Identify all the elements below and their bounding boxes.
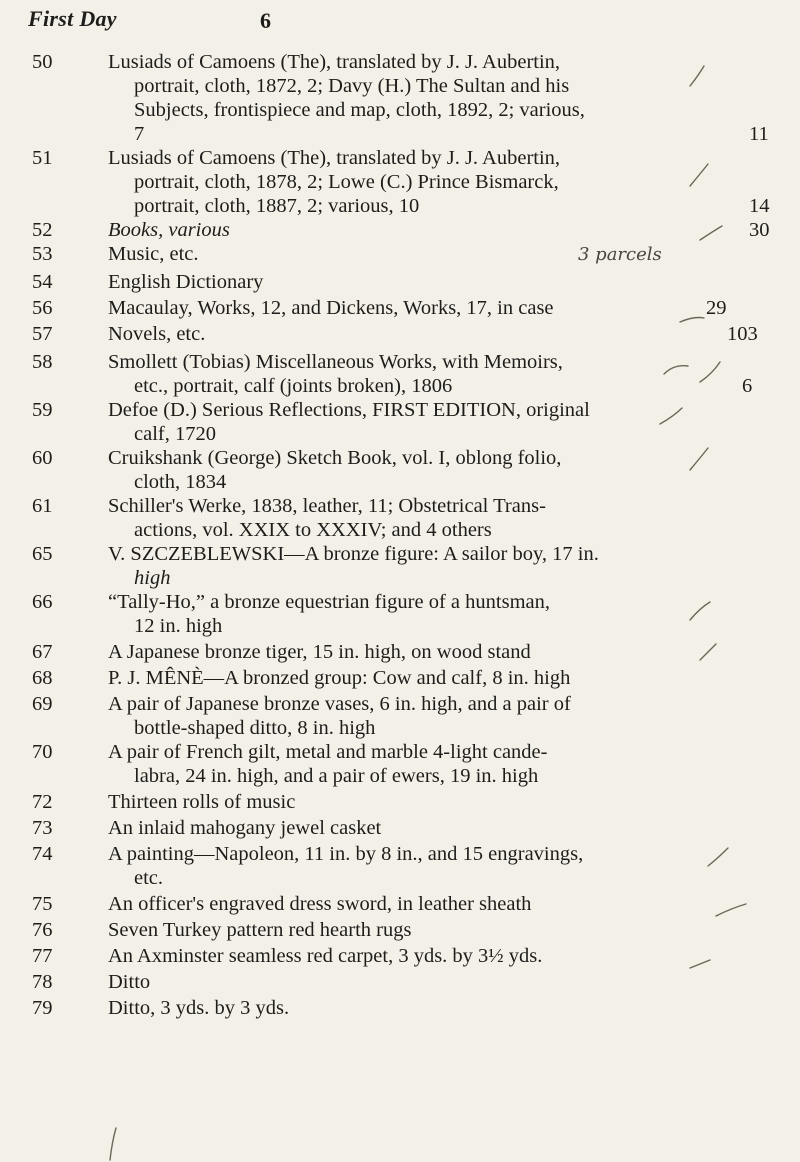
lot-line: V. SZCZEBLEWSKI—A bronze figure: A sailor boy, 17 in. xyxy=(108,543,599,565)
lot-number: 66 xyxy=(32,591,53,613)
lot-number: 54 xyxy=(32,271,53,293)
lot-number: 57 xyxy=(32,323,53,345)
lot-line: 12 in. high xyxy=(134,615,223,637)
lot-line: Ditto xyxy=(108,971,151,993)
lot-line: Defoe (D.) Serious Reflections, FIRST EDITION, original xyxy=(108,399,590,421)
lot-line: labra, 24 in. high, and a pair of ewers, 19 in. high xyxy=(134,765,539,787)
lot-price: 6 xyxy=(742,375,753,397)
lot-line: Novels, etc. xyxy=(108,323,206,345)
lot-line: A pair of Japanese bronze vases, 6 in. high, and a pair of xyxy=(108,693,571,715)
pencil-tick-mark xyxy=(690,960,710,968)
lot-line: high xyxy=(134,567,171,589)
lot-line: Ditto, 3 yds. by 3 yds. xyxy=(108,997,290,1019)
lot-price: 103 xyxy=(727,323,758,345)
lot-number: 61 xyxy=(32,495,53,517)
lot-line: An officer's engraved dress sword, in leather sheath xyxy=(108,893,532,915)
lot-number: 58 xyxy=(32,351,53,373)
lot-line: Books, various xyxy=(108,219,230,241)
lot-line: A Japanese bronze tiger, 15 in. high, on wood stand xyxy=(108,641,531,663)
lot-number: 78 xyxy=(32,971,53,993)
lot-line: bottle-shaped ditto, 8 in. high xyxy=(134,717,376,739)
pencil-tick-mark xyxy=(690,448,708,470)
lot-number: 51 xyxy=(32,147,53,169)
lot-number: 60 xyxy=(32,447,53,469)
lot-line: calf, 1720 xyxy=(134,423,216,445)
lot-line: “Tally-Ho,” a bronze equestrian figure of a huntsman, xyxy=(108,591,550,613)
lot-number: 70 xyxy=(32,741,53,763)
day-title: First Day xyxy=(28,6,117,31)
lot-line: Seven Turkey pattern red hearth rugs xyxy=(108,919,412,941)
lot-price: 11 xyxy=(749,123,769,145)
lot-line: actions, vol. XXIX to XXXIV; and 4 others xyxy=(134,519,492,541)
lot-line: An inlaid mahogany jewel casket xyxy=(108,817,382,839)
lot-line: portrait, cloth, 1887, 2; various, 10 xyxy=(134,195,420,217)
lot-number: 75 xyxy=(32,893,53,915)
lot-line: 7 xyxy=(134,123,145,145)
lot-number: 73 xyxy=(32,817,53,839)
lot-price: 14 xyxy=(749,195,770,217)
lot-line: Macaulay, Works, 12, and Dickens, Works, 17, in case xyxy=(108,297,554,319)
lot-number: 68 xyxy=(32,667,53,689)
lot-price: 30 xyxy=(749,219,770,241)
lot-number: 69 xyxy=(32,693,53,715)
pencil-tick-mark xyxy=(690,164,708,186)
pencil-tick-mark xyxy=(690,66,704,86)
lot-line: Subjects, frontispiece and map, cloth, 1892, 2; various, xyxy=(134,99,585,121)
handwritten-annotation: 3 parcels xyxy=(578,244,662,265)
lot-line: Music, etc. xyxy=(108,243,199,265)
lot-line: etc., portrait, calf (joints broken), 1806 xyxy=(134,375,453,397)
lot-line: portrait, cloth, 1872, 2; Davy (H.) The Sultan and his xyxy=(134,75,570,97)
pencil-tick-mark xyxy=(664,366,688,374)
pencil-tick-mark xyxy=(716,904,746,916)
lot-number: 65 xyxy=(32,543,53,565)
lot-number: 59 xyxy=(32,399,53,421)
lot-price: 29 xyxy=(706,297,727,319)
page-number: 6 xyxy=(260,8,272,33)
lot-line: Thirteen rolls of music xyxy=(108,791,296,813)
pencil-tick-mark xyxy=(700,362,720,382)
pencil-tick-mark xyxy=(700,226,722,240)
lot-line: P. J. MÊNÈ—A bronzed group: Cow and calf, 8 in. high xyxy=(108,667,571,689)
lot-number: 77 xyxy=(32,945,53,967)
lot-line: Cruikshank (George) Sketch Book, vol. I, oblong folio, xyxy=(108,447,562,469)
lot-number: 74 xyxy=(32,843,53,865)
lot-number: 79 xyxy=(32,997,53,1019)
lot-line: Lusiads of Camoens (The), translated by J. J. Aubertin, xyxy=(108,51,561,73)
pencil-tick-mark xyxy=(690,602,710,620)
lot-line: Schiller's Werke, 1838, leather, 11; Obstetrical Trans- xyxy=(108,495,546,517)
pencil-tick-mark xyxy=(700,644,716,660)
lot-number: 50 xyxy=(32,51,53,73)
lot-number: 52 xyxy=(32,219,53,241)
lot-line: cloth, 1834 xyxy=(134,471,227,493)
lot-number: 76 xyxy=(32,919,53,941)
lot-number: 56 xyxy=(32,297,53,319)
pencil-tick-mark xyxy=(680,318,704,323)
lot-line: A pair of French gilt, metal and marble 4-light cande- xyxy=(108,741,548,763)
lot-number: 72 xyxy=(32,791,53,813)
lot-number: 53 xyxy=(32,243,53,265)
lot-line: etc. xyxy=(134,867,164,889)
pencil-tick-mark xyxy=(708,848,728,866)
lot-number: 67 xyxy=(32,641,53,663)
lot-line: English Dictionary xyxy=(108,271,264,293)
lot-line: An Axminster seamless red carpet, 3 yds. by 3½ yds. xyxy=(108,945,543,967)
lot-line: A painting—Napoleon, 11 in. by 8 in., and 15 engravings, xyxy=(108,843,584,865)
lot-line: portrait, cloth, 1878, 2; Lowe (C.) Prince Bismarck, xyxy=(134,171,559,193)
pencil-tick-mark xyxy=(660,408,682,424)
lot-line: Lusiads of Camoens (The), translated by J. J. Aubertin, xyxy=(108,147,561,169)
pencil-tick-mark xyxy=(110,1128,116,1160)
lot-line: Smollett (Tobias) Miscellaneous Works, with Memoirs, xyxy=(108,351,563,373)
